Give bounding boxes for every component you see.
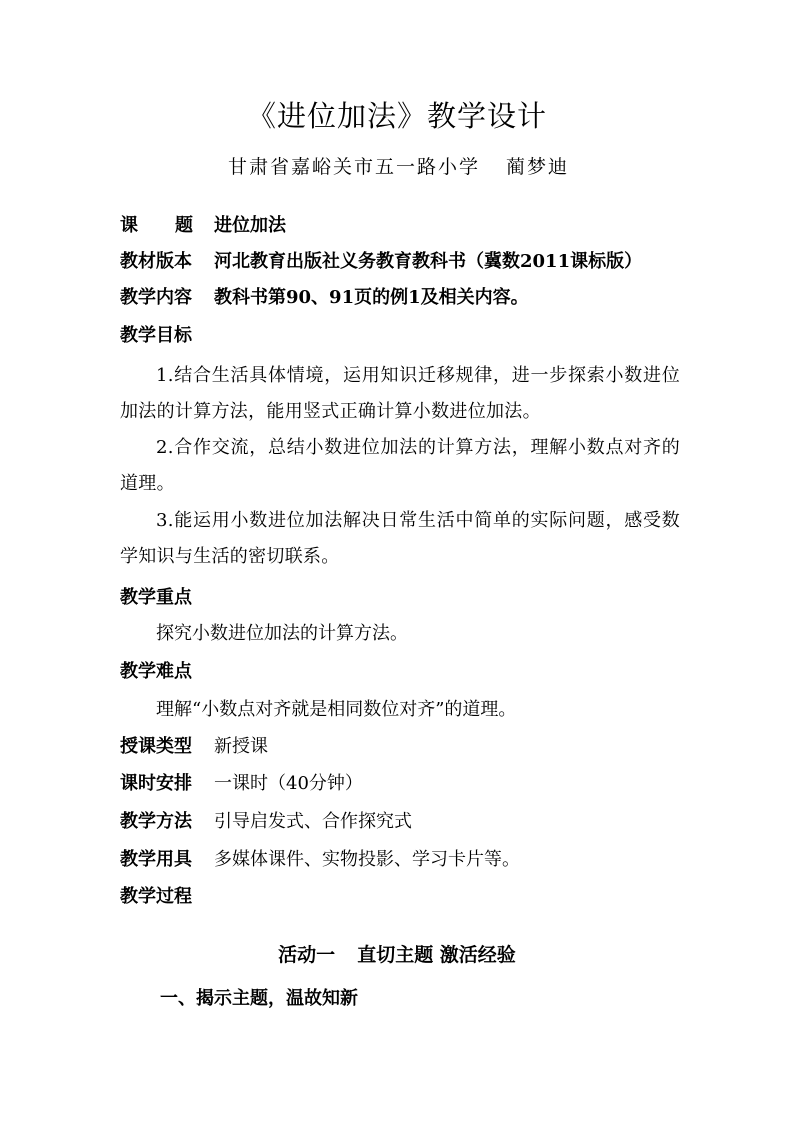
schedule-row	[120, 770, 363, 798]
method-row	[120, 808, 412, 836]
activity-1-heading	[0, 940, 794, 970]
content-row	[120, 284, 529, 312]
activity-1-number: 活动一	[278, 944, 336, 966]
schedule-label: 课时安排	[120, 773, 192, 794]
topic-label-char-1: 课	[120, 215, 138, 236]
objective-item-1: 1.结合生活具体情境，运用知识迁移规律，进一步探索小数进位加法的计算方法，能用竖式正确计算小数进位加法。	[120, 365, 680, 422]
process-label: 教学过程	[120, 886, 192, 907]
topic-row	[120, 212, 286, 240]
objectives-heading	[120, 322, 192, 350]
topic-label	[120, 212, 214, 240]
topic-label-char-2: 题	[175, 215, 193, 236]
section-1-heading: 一、揭示主题，温故知新	[160, 988, 358, 1009]
lesson-type-value: 新授课	[214, 736, 268, 757]
content-label: 教学内容	[120, 287, 192, 308]
content-value: 教科书第90、91页的例1及相关内容。	[214, 287, 529, 308]
method-value: 引导启发式、合作探究式	[214, 811, 412, 832]
tools-value: 多媒体课件、实物投影、学习卡片等。	[214, 849, 520, 870]
topic-value: 进位加法	[214, 215, 286, 236]
key-point-heading	[120, 584, 192, 612]
lesson-type-row	[120, 733, 268, 761]
difficulty-label: 教学难点	[120, 661, 192, 682]
lesson-type-label: 授课类型	[120, 736, 192, 757]
objective-item-2: 2.合作交流，总结小数进位加法的计算方法，理解小数点对齐的道理。	[120, 437, 680, 494]
textbook-value: 河北教育出版社义务教育教科书（冀数2011课标版）	[214, 251, 643, 272]
activity-1-title: 直切主题 激活经验	[357, 944, 516, 966]
textbook-row	[120, 248, 642, 276]
objective-item-3: 3.能运用小数进位加法解决日常生活中简单的实际问题，感受数学知识与生活的密切联系。	[120, 510, 680, 567]
author-name: 蔺梦迪	[506, 156, 570, 178]
schedule-value: 一课时（40分钟）	[214, 773, 363, 794]
process-heading	[120, 883, 192, 911]
document-title: 《进位加法》教学设计	[246, 99, 547, 133]
method-label: 教学方法	[120, 811, 192, 832]
key-point-value: 探究小数进位加法的计算方法。	[156, 623, 408, 644]
tools-row	[120, 846, 520, 874]
author-school: 甘肃省嘉峪关市五一路小学	[228, 156, 481, 178]
author-line	[228, 153, 569, 181]
objectives-label: 教学目标	[120, 325, 192, 346]
difficulty-value: 理解“小数点对齐就是相同数位对齐”的道理。	[156, 699, 517, 720]
tools-label: 教学用具	[120, 849, 192, 870]
key-point-label: 教学重点	[120, 587, 192, 608]
difficulty-heading	[120, 658, 192, 686]
textbook-label: 教材版本	[120, 251, 192, 272]
